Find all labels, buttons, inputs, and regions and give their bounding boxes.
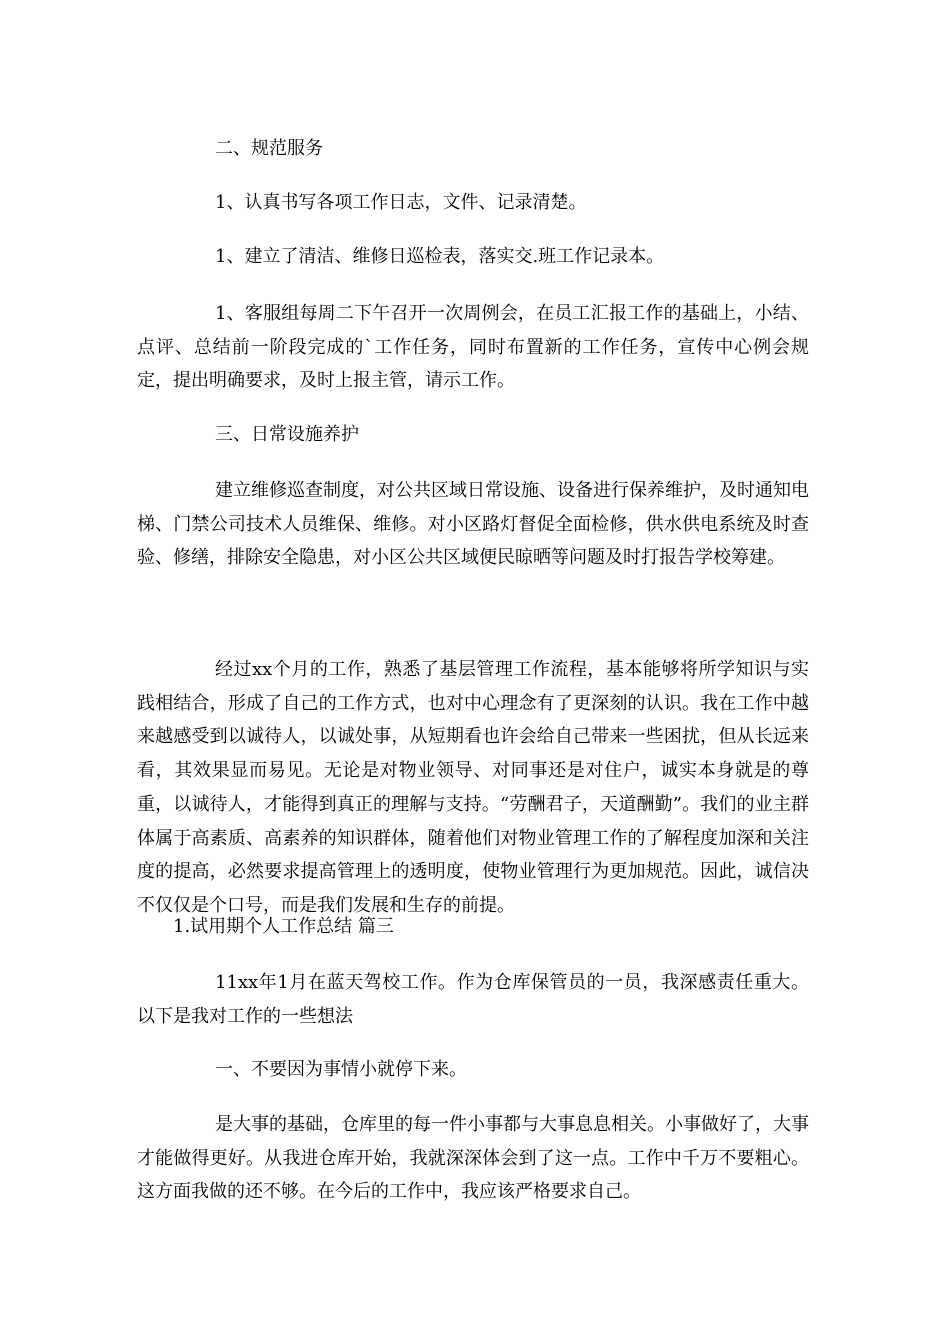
paragraph-work-log: 1、认真书写各项工作日志，文件、记录清楚。 xyxy=(215,192,587,213)
section-heading-standard-service: 二、规范服务 xyxy=(215,138,323,159)
paragraph-maintenance-system: 建立维修巡查制度，对公共区域日常设施、设备进行保养维护，及时通知电梯、门禁公司技术人员维保、维修。对小区路灯督促全面检修，供水供电系统及时查验、修缮，排除安全隐患，对小区公共区域便民晾晒等问题及时打报告学校筹建。 xyxy=(137,480,809,569)
paragraph-small-things-detail: 是大事的基础，仓库里的每一件小事都与大事息息相关。小事做好了，大事才能做得更好。从我进仓库开始，我就深深体会到了这一点。工作中千万不要粗心。这方面我做的还不够。在今后的工作中，我应该严格要求自己。 xyxy=(137,1114,809,1203)
section-heading-small-things: 一、不要因为事情小就停下来。 xyxy=(215,1059,467,1080)
section-heading-facility-maintenance: 三、日常设施养护 xyxy=(215,424,359,445)
section-title-part-three: 1.试用期个人工作总结 篇三 xyxy=(173,916,394,937)
paragraph-inspection-table: 1、建立了清洁、维修日巡检表，落实交.班工作记录本。 xyxy=(215,246,665,267)
paragraph-weekly-meeting: 1、客服组每周二下午召开一次周例会，在员工汇报工作的基础上，小结、点评、总结前一阶段完成的`工作任务，同时布置新的工作任务，宣传中心例会规定，提出明确要求，及时上报主管，请示工作。 xyxy=(137,303,809,392)
paragraph-warehouse-intro: 11xx年1月在蓝天驾校工作。作为仓库保管员的一员，我深感责任重大。以下是我对工作的一些想法 xyxy=(137,972,809,1027)
paragraph-work-reflection: 经过xx个月的工作，熟悉了基层管理工作流程，基本能够将所学知识与实践相结合，形成了自己的工作方式，也对中心理念有了更深刻的认识。我在工作中越来越感受到以诚待人，以诚处事，从短期看也许会给自己带来一些困扰，但从长远来看，其效果显而易见。无论是对物业领导、对同事还是对住户，诚实本身就是的尊重，以诚待人，才能得到真正的理解与支持。“劳酬君子，天道酬勤”。我们的业主群体属于高素质、高素养的知识群体，随着他们对物业管理工作的了解程度加深和关注度的提高，必然要求提高管理上的透明度，使物业管理行为更加规范。因此，诚信决不仅仅是个口号，而是我们发展和生存的前提。 xyxy=(137,659,809,916)
